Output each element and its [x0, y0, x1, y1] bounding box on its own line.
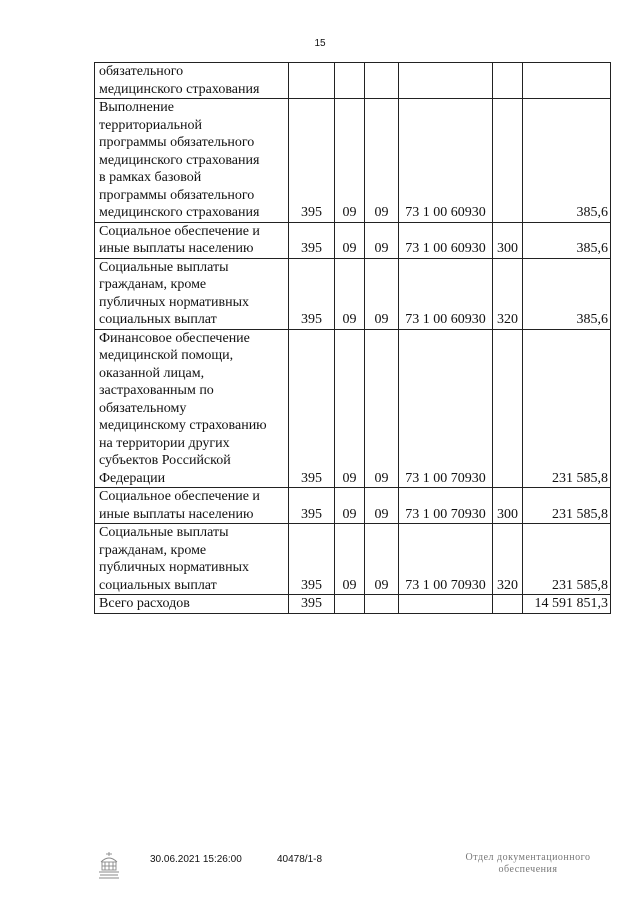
cell-subsection: 09 — [365, 329, 399, 488]
cell-section: 09 — [335, 524, 365, 595]
cell-target-article — [399, 595, 493, 614]
cell-section: 09 — [335, 222, 365, 258]
cell-subsection: 09 — [365, 258, 399, 329]
cell-expense-type — [493, 329, 523, 488]
cell-name: Социальные выплаты гражданам, кроме публичных нормативных социальных выплат — [95, 258, 289, 329]
cell-target-article: 73 1 00 60930 — [399, 258, 493, 329]
table-row — [95, 222, 611, 258]
cell-admin-code: 395 — [289, 524, 335, 595]
cell-section: 09 — [335, 488, 365, 524]
cell-target-article — [399, 63, 493, 99]
cell-section: 09 — [335, 99, 365, 223]
cell-amount: 385,6 — [523, 258, 611, 329]
cell-section: 09 — [335, 329, 365, 488]
cell-target-article: 73 1 00 70930 — [399, 329, 493, 488]
cell-admin-code: 395 — [289, 488, 335, 524]
cell-subsection — [365, 595, 399, 614]
cell-section — [335, 63, 365, 99]
cell-target-article: 73 1 00 60930 — [399, 222, 493, 258]
cell-name: Социальное обеспечение и иные выплаты населению — [95, 488, 289, 524]
cell-admin-code: 395 — [289, 222, 335, 258]
cell-amount: 231 585,8 — [523, 488, 611, 524]
footer — [0, 848, 640, 888]
table-row — [95, 258, 611, 329]
page-number: 15 — [314, 38, 326, 49]
cell-section: 09 — [335, 258, 365, 329]
cell-expense-type: 300 — [493, 488, 523, 524]
cell-name: Всего расходов — [95, 595, 289, 614]
table-row — [95, 99, 611, 223]
cell-expense-type: 320 — [493, 258, 523, 329]
cell-subsection — [365, 63, 399, 99]
cell-admin-code — [289, 63, 335, 99]
cell-expense-type — [493, 63, 523, 99]
cell-target-article: 73 1 00 70930 — [399, 524, 493, 595]
print-timestamp: 30.06.2021 15:26:00 — [150, 854, 242, 865]
table-row — [95, 63, 611, 99]
cell-expense-type — [493, 595, 523, 614]
cell-name: Социальные выплаты гражданам, кроме публичных нормативных социальных выплат — [95, 524, 289, 595]
document-number: 40478/1-8 — [277, 854, 323, 865]
cell-admin-code: 395 — [289, 99, 335, 223]
department-stamp: Отдел документационного обеспечения — [465, 852, 591, 875]
cell-target-article: 73 1 00 60930 — [399, 99, 493, 223]
coat-of-arms-icon — [96, 850, 122, 880]
cell-amount — [523, 63, 611, 99]
cell-amount: 385,6 — [523, 222, 611, 258]
cell-expense-type: 300 — [493, 222, 523, 258]
cell-admin-code: 395 — [289, 595, 335, 614]
budget-table — [94, 62, 611, 614]
cell-amount: 231 585,8 — [523, 524, 611, 595]
table-row — [95, 595, 611, 614]
cell-target-article: 73 1 00 70930 — [399, 488, 493, 524]
cell-expense-type: 320 — [493, 524, 523, 595]
table-row — [95, 488, 611, 524]
cell-amount: 14 591 851,3 — [523, 595, 611, 614]
cell-amount: 231 585,8 — [523, 329, 611, 488]
cell-name: Выполнение территориальной программы обязательного медицинского страхования в рамках базовой программы обязательного медицинского страхования — [95, 99, 289, 223]
cell-amount: 385,6 — [523, 99, 611, 223]
cell-subsection: 09 — [365, 222, 399, 258]
cell-section — [335, 595, 365, 614]
cell-admin-code: 395 — [289, 258, 335, 329]
cell-name: обязательного медицинского страхования — [95, 63, 289, 99]
cell-name: Финансовое обеспечение медицинской помощи, оказанной лицам, застрахованным по обязательному медицинскому страхованию на территории других субъектов Российской Федерации — [95, 329, 289, 488]
table-row — [95, 329, 611, 488]
cell-admin-code: 395 — [289, 329, 335, 488]
cell-name: Социальное обеспечение и иные выплаты населению — [95, 222, 289, 258]
table-row — [95, 524, 611, 595]
cell-subsection: 09 — [365, 524, 399, 595]
cell-subsection: 09 — [365, 488, 399, 524]
cell-expense-type — [493, 99, 523, 223]
cell-subsection: 09 — [365, 99, 399, 223]
